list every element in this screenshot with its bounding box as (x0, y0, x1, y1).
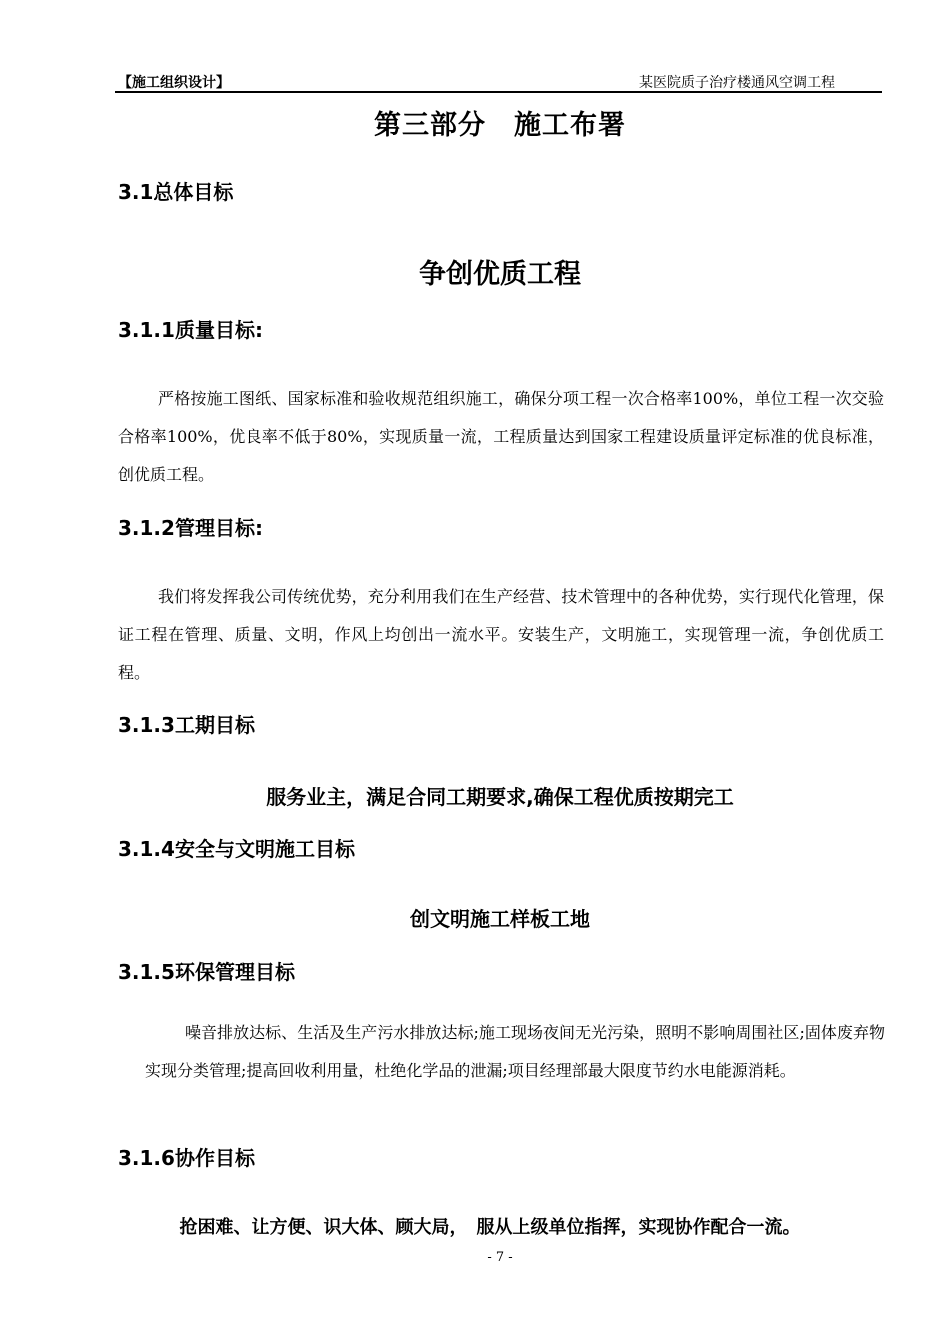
heading-3-1-1: 3.1.1质量目标: (118, 318, 263, 342)
paragraph-management: 我们将发挥我公司传统优势，充分利用我们在生产经营、技术管理中的各种优势，实行现代化管理，保证工程在管理、质量、文明，作风上均创出一流水平。安装生产，文明施工，实现管理一流，争创优质工程。 (118, 587, 884, 682)
heading-3-1-4: 3.1.4安全与文明施工目标 (118, 837, 355, 861)
paragraph-environment: 噪音排放达标、生活及生产污水排放达标;施工现场夜间无光污染，照明不影响周围社区;固体废弃物实现分类管理;提高回收利用量，杜绝化学品的泄漏;项目经理部最大限度节约水电能源消耗。 (145, 1023, 885, 1080)
header-right: 某医院质子治疗楼通风空调工程 (639, 75, 835, 91)
paragraph-quality: 严格按施工图纸、国家标准和验收规范组织施工，确保分项工程一次合格率100%，单位工程一次交验合格率100%，优良率不低于80%，实现质量一流，工程质量达到国家工程建设质量评定标准的优良标准，创优质工程。 (118, 389, 884, 484)
page-title: 第三部分 施工布署 (374, 110, 626, 141)
heading-3-1-6: 3.1.6协作目标 (118, 1146, 255, 1170)
heading-3-1-2: 3.1.2管理目标: (118, 516, 263, 540)
heading-3-1-5: 3.1.5环保管理目标 (118, 960, 295, 984)
header-rule (115, 91, 882, 93)
slogan-schedule: 服务业主，满足合同工期要求,确保工程优质按期完工 (266, 785, 734, 809)
slogan-cooperation: 抢困难、让方便、识大体、顾大局， 服从上级单位指挥，实现协作配合一流。 (179, 1217, 801, 1238)
page-number: - 7 - (487, 1250, 513, 1265)
heading-3-1-3: 3.1.3工期目标 (118, 713, 255, 737)
header-left: 【施工组织设计】 (118, 75, 230, 91)
heading-3-1: 3.1总体目标 (118, 180, 234, 204)
slogan-quality: 争创优质工程 (419, 259, 581, 290)
slogan-safety: 创文明施工样板工地 (410, 907, 590, 931)
